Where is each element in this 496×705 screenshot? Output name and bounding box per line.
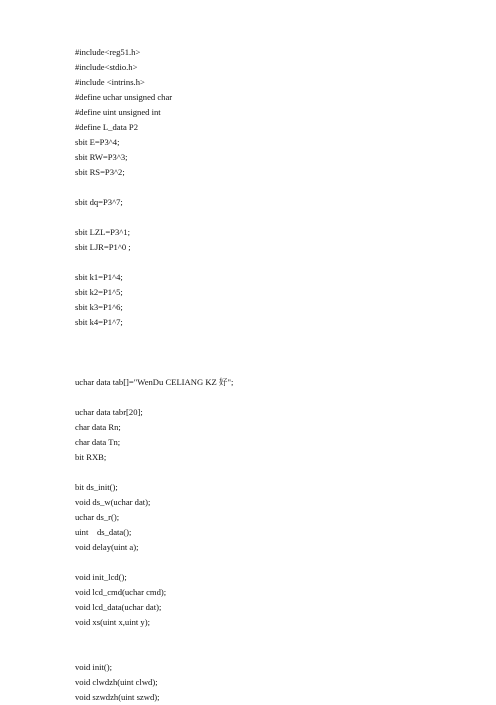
code-line: void clwdzh(uint clwd); [75,677,158,687]
code-line: sbit LJR=P1^0 ; [75,242,131,252]
blank-line [75,255,475,270]
code-line: char data Rn; [75,422,121,432]
blank-line [75,360,475,375]
blank-line [75,645,475,660]
code-line: void ds_w(uchar dat); [75,497,151,507]
code-line: sbit k4=P1^7; [75,317,123,327]
code-line: void init_lcd(); [75,572,127,582]
code-line: bit RXB; [75,452,107,462]
code-line: void szwdzh(uint szwd); [75,692,160,702]
code-line: #include<reg51.h> [75,47,141,57]
code-line: bit ds_init(); [75,482,118,492]
code-line: void delay(uint a); [75,542,139,552]
code-line: #define uchar unsigned char [75,92,173,102]
code-line: #include <intrins.h> [75,77,145,87]
code-line: uchar data tabr[20]; [75,407,143,417]
code-line: #include<stdio.h> [75,62,138,72]
blank-line [75,390,475,405]
blank-line [75,330,475,345]
blank-line [75,630,475,645]
blank-line [75,555,475,570]
code-line: void init(); [75,662,112,672]
code-line: sbit E=P3^4; [75,137,120,147]
code-line: #define L_data P2 [75,122,139,132]
code-line: sbit dq=P3^7; [75,197,123,207]
blank-line [75,465,475,480]
code-line: void xs(uint x,uint y); [75,617,150,627]
code-line: sbit RW=P3^3; [75,152,128,162]
code-line: sbit k3=P1^6; [75,302,123,312]
code-line: uchar data tab[]="WenDu CELIANG KZ 好"; [75,377,234,387]
code-line: void lcd_cmd(uchar cmd); [75,587,167,597]
code-line: uint ds_data(); [75,527,132,537]
blank-line [75,210,475,225]
code-line: sbit RS=P3^2; [75,167,125,177]
code-line: uchar ds_r(); [75,512,120,522]
blank-line [75,345,475,360]
code-line: char data Tn; [75,437,121,447]
code-line: sbit LZL=P3^1; [75,227,130,237]
code-line: sbit k1=P1^4; [75,272,123,282]
code-line: sbit k2=P1^5; [75,287,123,297]
code-line: void lcd_data(uchar dat); [75,602,162,612]
blank-line [75,180,475,195]
code-line: #define uint unsigned int [75,107,161,117]
source-code-listing [75,45,475,705]
